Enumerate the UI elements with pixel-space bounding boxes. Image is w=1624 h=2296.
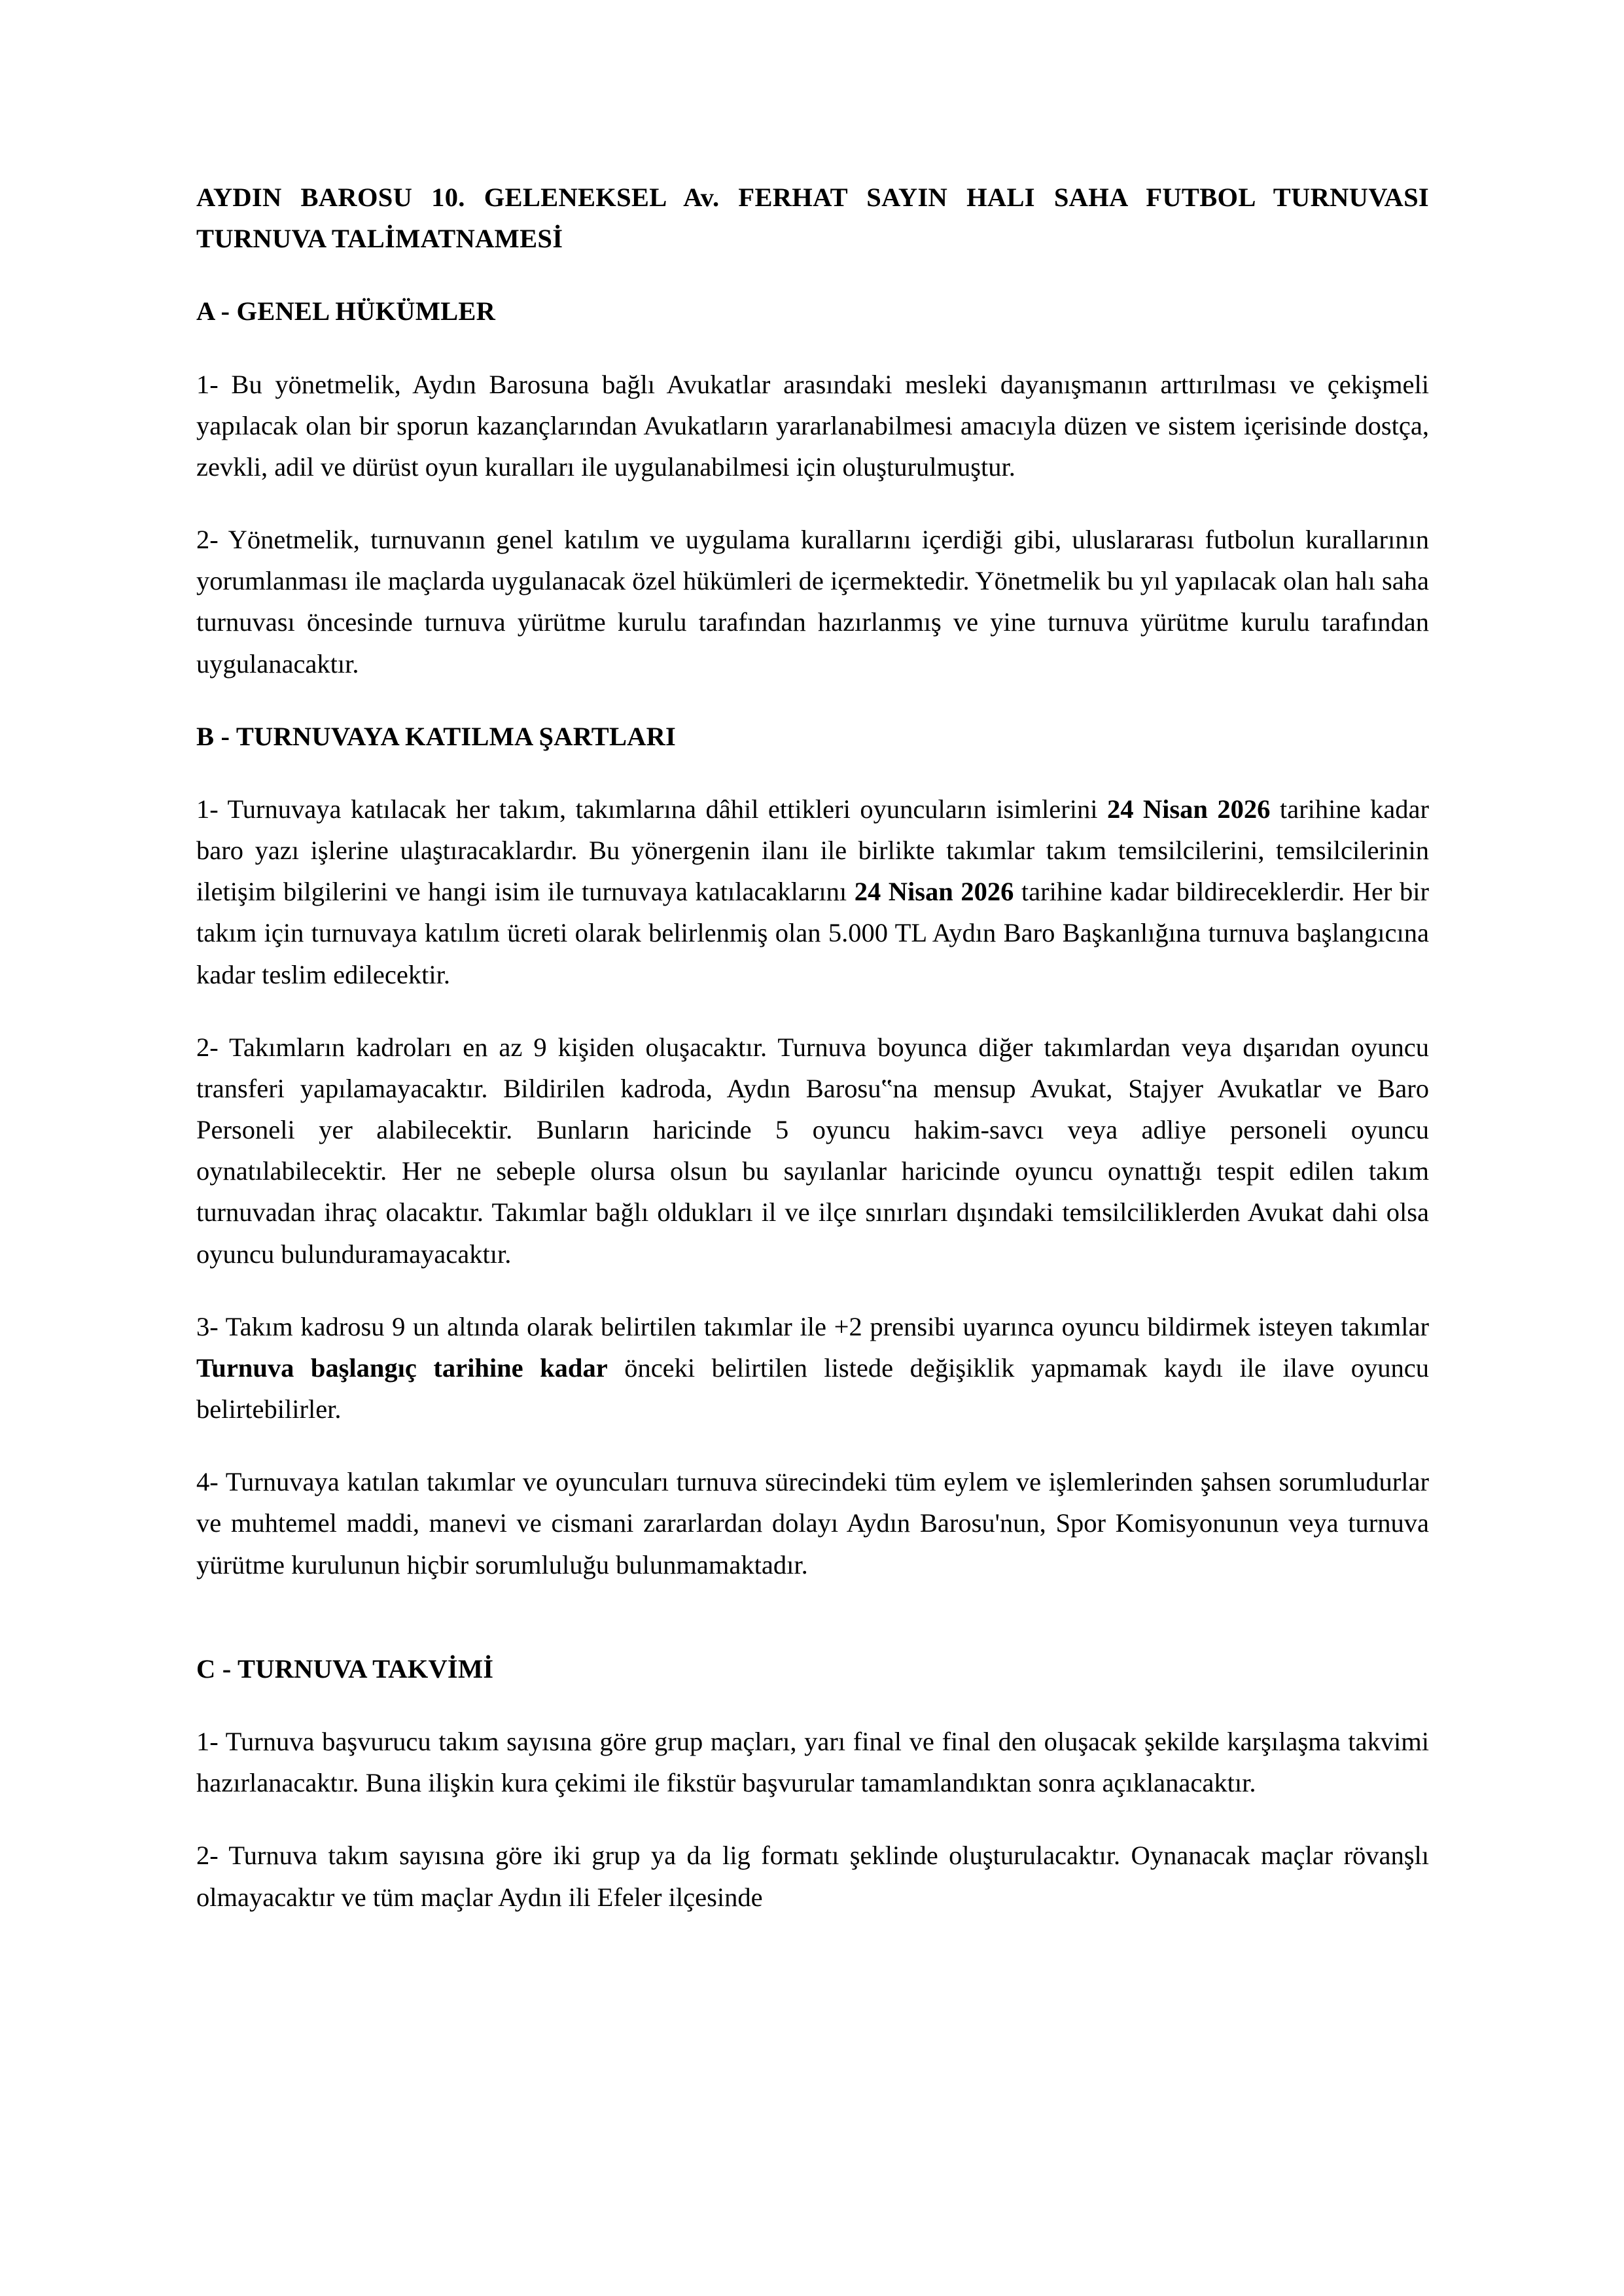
- paragraph-b3: [196, 1306, 1429, 1430]
- paragraph-c2: 2- Turnuva takım sayısına göre iki grup ya da lig formatı şeklinde oluşturulacaktır. Oynanacak maçlar rövanşlı olmayacaktır ve tüm maçlar Aydın ili Efeler ilçesinde: [196, 1841, 1429, 1912]
- section-heading-b: B - TURNUVAYA KATILMA ŞARTLARI: [196, 721, 677, 751]
- paragraph-b1: [196, 788, 1429, 995]
- paragraph-b3-part1: 3- Takım kadrosu 9 un altında olarak belirtilen takımlar ile +2 prensibi uyarınca oyuncu bildirmek isteyen takımlar: [196, 1311, 1429, 1341]
- section-heading-a: A - GENEL HÜKÜMLER: [196, 296, 496, 327]
- paragraph-b3-emphasis: Turnuva başlangıç tarihine kadar: [196, 1352, 608, 1383]
- paragraph-b1-part2: tarihine kadar baro yazı işlerine ulaştıracaklardır. Bu yönergenin ilanı ile birlikte takımlar takım temsilcilerini, temsilcilerinin iletişim bilgilerini ve hangi isim ile turnuvaya katılacaklarını: [196, 794, 1429, 907]
- section-heading-c: C - TURNUVA TAKVİMİ: [196, 1653, 494, 1684]
- paragraph-b2: 2- Takımların kadroları en az 9 kişiden oluşacaktır. Turnuva boyunca diğer takımlardan veya dışarıdan oyuncu transferi yapılamayacaktır. Bildirilen kadroda, Aydın Barosu‟na mensup Avukat, Stajyer Avukatlar ve Baro Personeli yer alabilecektir. Bunların haricinde 5 oyuncu hakim-savcı veya adliye personeli oyuncu oynatılabilecektir. Her ne sebeple olursa olsun bu sayılanlar haricinde oyuncu oynattığı tespit edilen takım turnuvadan ihraç olacaktır. Takımlar bağlı oldukları il ve ilçe sınırları dışındaki temsilciliklerden Avukat dahi olsa oyuncu bulunduramayacaktır.: [196, 1032, 1429, 1269]
- paragraph-b1-date-2: 24 Nisan 2026: [854, 877, 1014, 907]
- paragraph-a2: 2- Yönetmelik, turnuvanın genel katılım ve uygulama kurallarını içerdiği gibi, uluslararası futbolun kurallarının yorumlanması ile maçlarda uygulanacak özel hükümleri de içermektedir. Yönetmelik bu yıl yapılacak olan halı saha turnuvası öncesinde turnuva yürütme kurulu tarafından hazırlanmış ve yine turnuva yürütme kurulu tarafından uygulanacaktır.: [196, 525, 1429, 679]
- document-title: AYDIN BAROSU 10. GELENEKSEL Av. FERHAT SAYIN HALI SAHA FUTBOL TURNUVASI TURNUVA TALİMATNAMESİ: [196, 183, 1429, 254]
- paragraph-b1-date-1: 24 Nisan 2026: [1106, 794, 1271, 824]
- document-body: [196, 177, 1429, 1918]
- paragraph-b1-part3: tarihine kadar bildireceklerdir. Her bir takım için turnuvaya katılım ücreti olarak belirlenmiş olan 5.000 TL Aydın Baro Başkanlığına turnuva başlangıcına kadar teslim edilecektir.: [196, 877, 1429, 989]
- paragraph-a1: 1- Bu yönetmelik, Aydın Barosuna bağlı Avukatlar arasındaki mesleki dayanışmanın arttırılması ve çekişmeli yapılacak olan bir sporun kazançlarından Avukatların yararlanabilmesi amacıyla düzen ve sistem içerisinde dostça, zevkli, adil ve dürüst oyun kuralları ile uygulanabilmesi için oluşturulmuştur.: [196, 369, 1429, 482]
- paragraph-b1-part1: 1- Turnuvaya katılacak her takım, takımlarına dâhil ettikleri oyuncuların isimlerini: [196, 794, 1107, 824]
- paragraph-b4: 4- Turnuvaya katılan takımlar ve oyuncuları turnuva sürecindeki tüm eylem ve işlemlerinden şahsen sorumludurlar ve muhtemel maddi, manevi ve cismani zararlardan dolayı Aydın Barosu'nun, Spor Komisyonunun veya turnuva yürütme kurulunun hiçbir sorumluluğu bulunmamaktadır.: [196, 1467, 1429, 1580]
- paragraph-b3-part2: önceki belirtilen listede değişiklik yapmamak kaydı ile ilave oyuncu belirtebilirler.: [196, 1352, 1429, 1424]
- paragraph-c1: 1- Turnuva başvurucu takım sayısına göre grup maçları, yarı final ve final den oluşacak şekilde karşılaşma takvimi hazırlanacaktır. Buna ilişkin kura çekimi ile fikstür başvurular tamamlandıktan sonra açıklanacaktır.: [196, 1726, 1429, 1798]
